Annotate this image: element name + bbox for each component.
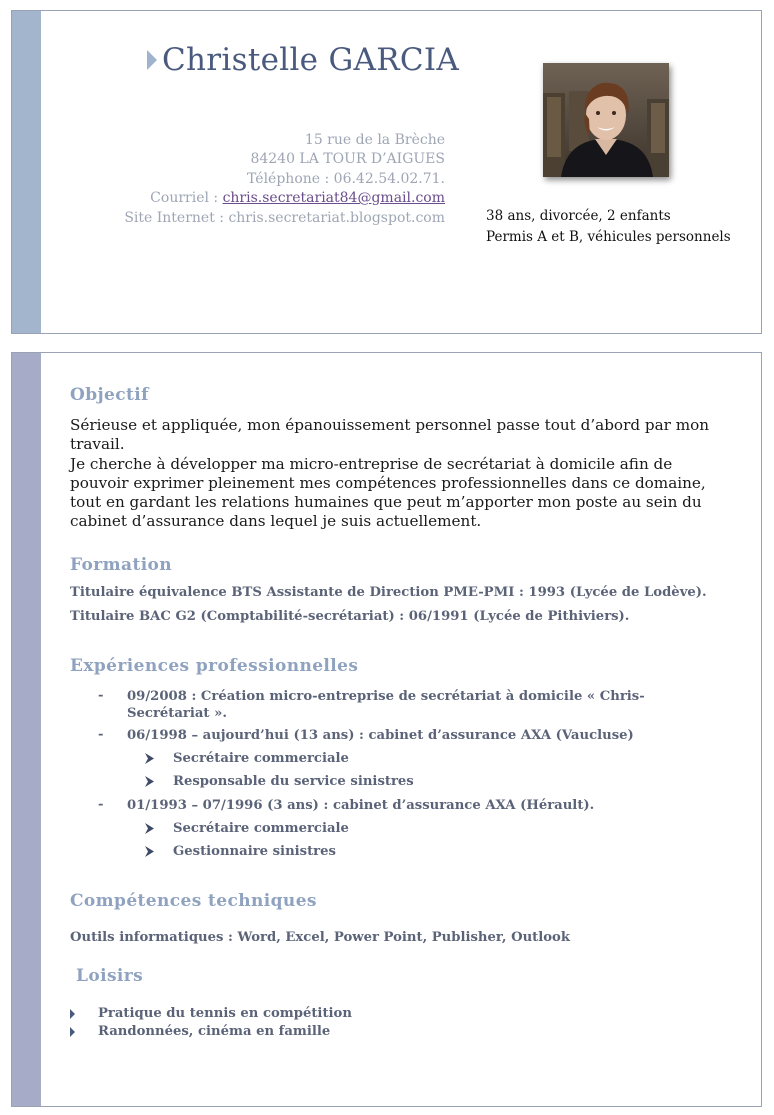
triangle-right-icon [147, 50, 157, 70]
website: Site Internet : chris.secretariat.blogspot.com [124, 209, 445, 226]
contact-block [124, 131, 445, 228]
chevron-arrow-icon [144, 775, 155, 788]
chevron-arrow-icon [144, 845, 155, 858]
role-text: Secrétaire commerciale [173, 751, 349, 766]
personal-line-2: Permis A et B, véhicules personnels [486, 229, 731, 245]
email-link[interactable]: chris.secretariat84@gmail.com [222, 190, 445, 207]
experience-text: 09/2008 : Création micro-entreprise de secrétariat à domicile « Chris-Secrétariat ». [127, 689, 645, 721]
dash-bullet: - [98, 688, 104, 703]
header-panel [11, 10, 762, 334]
hobbies-title: Loisirs [76, 966, 144, 986]
objective-title: Objectif [70, 385, 149, 405]
dash-bullet: - [98, 727, 104, 742]
header-accent-bar [12, 11, 41, 333]
dash-bullet: - [98, 797, 104, 812]
profile-photo-image [543, 63, 669, 177]
experience-text: 01/1993 – 07/1996 (3 ans) : cabinet d’assurance AXA (Hérault). [127, 798, 595, 813]
personal-line-1: 38 ans, divorcée, 2 enfants [486, 208, 671, 224]
triangle-right-icon [70, 1027, 75, 1037]
objective-paragraph-1: Sérieuse et appliquée, mon épanouissement personnel passe tout d’abord par mon travail. [70, 416, 710, 454]
skills-title: Compétences techniques [70, 891, 317, 911]
body-panel [11, 352, 762, 1107]
hobby-text: Pratique du tennis en compétition [98, 1006, 352, 1021]
email-label: Courriel : [150, 190, 223, 207]
chevron-arrow-icon [144, 752, 155, 765]
address-line-2: 84240 LA TOUR D’AIGUES [250, 151, 445, 168]
objective-text [70, 416, 730, 532]
hobby-text: Randonnées, cinéma en famille [98, 1024, 331, 1039]
formation-item: Titulaire équivalence BTS Assistante de Direction PME-PMI : 1993 (Lycée de Lodève). [70, 585, 707, 600]
personal-info [486, 206, 731, 248]
role-text: Responsable du service sinistres [173, 774, 414, 789]
address-line-1: 15 rue de la Brèche [304, 132, 445, 148]
email-row [124, 189, 445, 208]
body-accent-bar [12, 353, 41, 1106]
chevron-arrow-icon [144, 822, 155, 835]
role-text: Gestionnaire sinistres [173, 844, 336, 859]
experience-text: 06/1998 – aujourd’hui (13 ans) : cabinet d’assurance AXA (Vaucluse) [127, 728, 634, 743]
name-heading [147, 43, 459, 77]
phone: Téléphone : 06.42.54.02.71. [247, 170, 445, 187]
profile-photo [543, 63, 669, 177]
formation-item: Titulaire BAC G2 (Comptabilité-secrétariat) : 06/1991 (Lycée de Pithiviers). [70, 609, 630, 624]
triangle-right-icon [70, 1009, 75, 1019]
skills-line: Outils informatiques : Word, Excel, Power Point, Publisher, Outlook [70, 930, 570, 945]
formation-title: Formation [70, 555, 173, 575]
objective-paragraph-2: Je cherche à développer ma micro-entreprise de secrétariat à domicile afin de pouvoir exprimer pleinement mes compétences professionnelles dans ce domaine, tout en gardant les relations humaines que peut m’apporter mon poste au sein du cabinet d’assurance dans lequel je suis actuellement. [70, 454, 706, 531]
experience-title: Expériences professionnelles [70, 656, 359, 676]
candidate-name: Christelle GARCIA [162, 42, 460, 78]
role-text: Secrétaire commerciale [173, 821, 349, 836]
